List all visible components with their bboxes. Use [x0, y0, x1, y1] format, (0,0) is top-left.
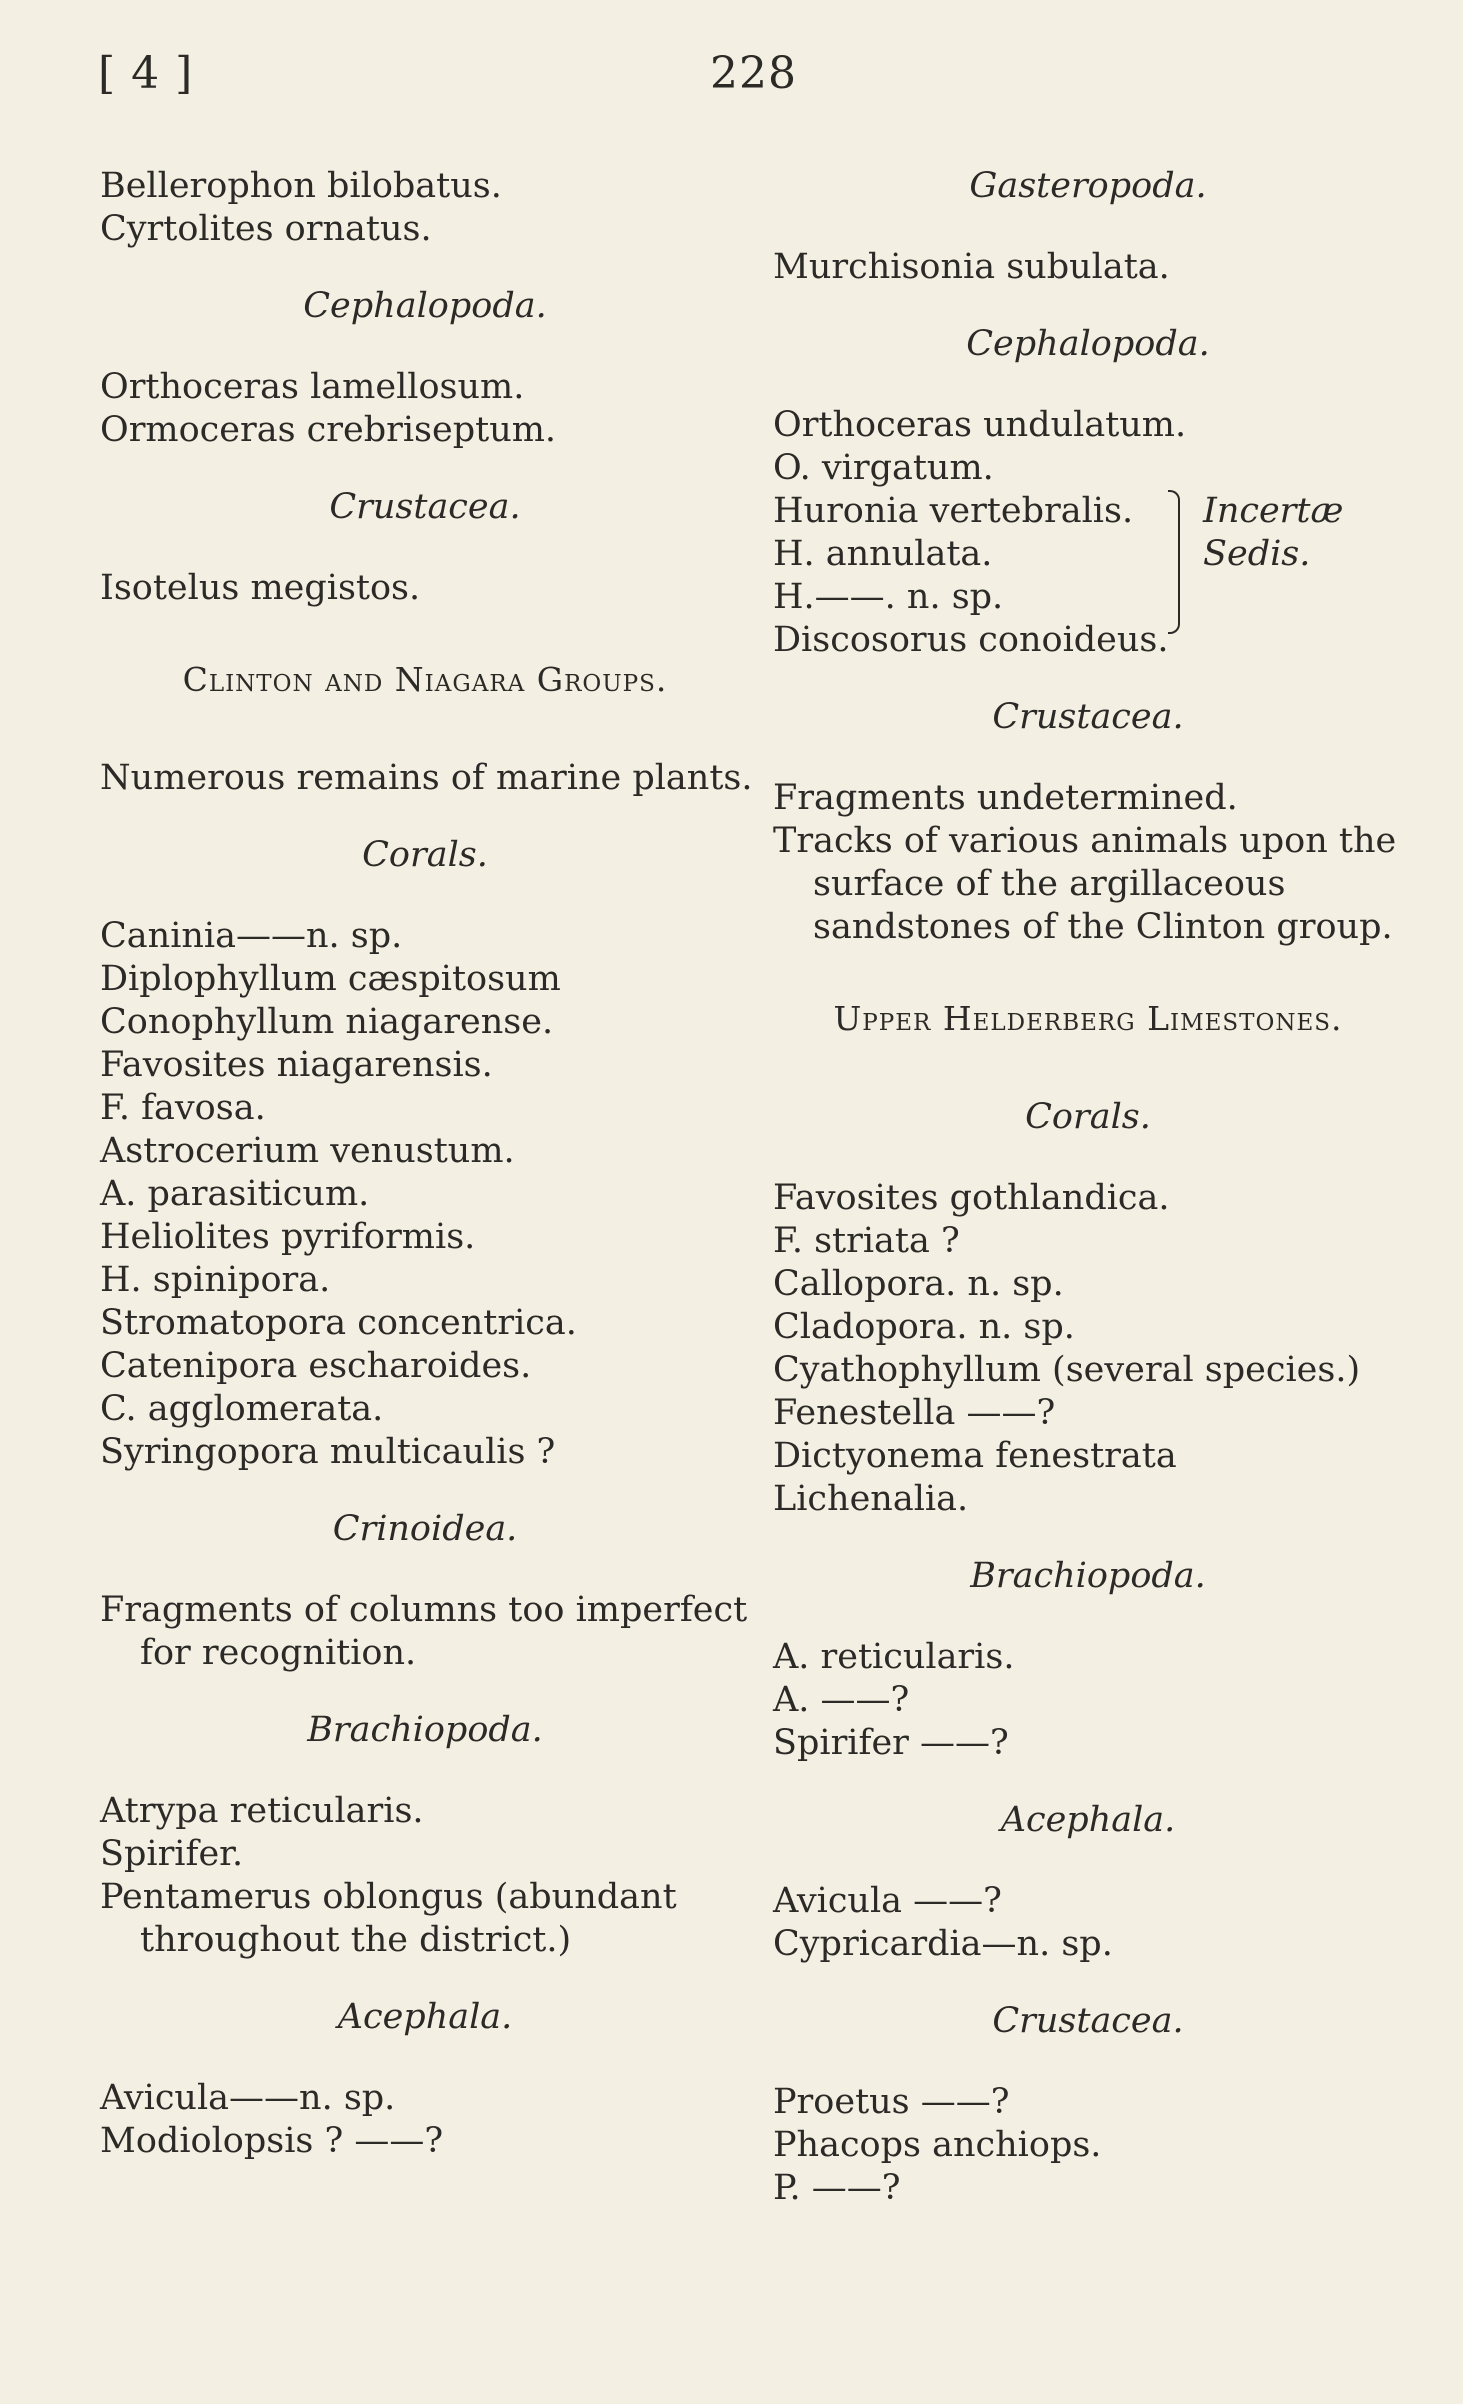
text-line: Fragments undetermined.: [773, 778, 1238, 818]
section-heading: Corals.: [1025, 1097, 1151, 1137]
species-line: Caninia——n. sp.: [100, 916, 403, 956]
species-line: Murchisonia subulata.: [773, 247, 1170, 287]
species-line: F. favosa.: [100, 1088, 266, 1128]
species-line: Syringopora multicaulis ?: [100, 1432, 556, 1472]
species-line: Orthoceras undulatum.: [773, 405, 1187, 445]
section-heading: Gasteropoda.: [969, 166, 1207, 206]
section-heading: Crustacea.: [992, 2001, 1184, 2041]
section-heading: Cephalopoda.: [303, 286, 547, 326]
species-line: Bellerophon bilobatus.: [100, 166, 502, 206]
species-line: Phacops anchiops.: [773, 2125, 1102, 2165]
species-line: P. ——?: [773, 2168, 901, 2208]
section-heading: Crustacea.: [992, 697, 1184, 737]
species-line: Astrocerium venustum.: [100, 1131, 515, 1171]
species-line: F. striata ?: [773, 1221, 960, 1261]
section-heading: Brachiopoda.: [970, 1556, 1206, 1596]
right-column: [773, 165, 1403, 2210]
species-line: Callopora. n. sp.: [773, 1264, 1064, 1304]
left-column: [100, 165, 753, 2163]
section-heading: Cephalopoda.: [966, 324, 1210, 364]
species-line: Cladopora. n. sp.: [773, 1307, 1075, 1347]
species-line: Diplophyllum cæspitosum: [100, 959, 561, 999]
page-number: 228: [710, 48, 797, 99]
text-line: Numerous remains of marine plants.: [100, 758, 753, 798]
species-line: Atrypa reticularis.: [100, 1791, 424, 1831]
section-heading: Acephala.: [1000, 1800, 1176, 1840]
incertae-sedis-label: [1203, 490, 1343, 576]
species-line: Orthoceras lamellosum.: [100, 367, 525, 407]
species-line: Fenestella ——?: [773, 1393, 1056, 1433]
species-line: H. spinipora.: [100, 1260, 331, 1300]
species-line: Ormoceras crebriseptum.: [100, 410, 557, 450]
group-heading: Clinton and Niagara Groups.: [182, 660, 668, 699]
incertae-word: Incertæ: [1203, 491, 1344, 531]
section-heading: Acephala.: [337, 1997, 513, 2037]
cephalopoda-list: [773, 404, 1403, 662]
page-reference: [ 4 ]: [98, 48, 194, 99]
sedis-word: Sedis.: [1203, 534, 1311, 574]
section-heading: Corals.: [362, 835, 488, 875]
species-line: Cypricardia—n. sp.: [773, 1924, 1113, 1964]
text-paragraph: Tracks of various animals upon the surface of the argillaceous sandstones of the Clinton group.: [773, 821, 1397, 947]
section-heading: Crinoidea.: [332, 1509, 518, 1549]
text-paragraph: Pentamerus oblongus (abundant throughout the district.): [100, 1877, 677, 1960]
species-line: Isotelus megistos.: [100, 568, 421, 608]
incertae-brace: [1168, 490, 1180, 634]
species-line: Huronia vertebralis.: [773, 491, 1134, 531]
species-line: Heliolites pyriformis.: [100, 1217, 476, 1257]
species-line: Spirifer ——?: [773, 1723, 1009, 1763]
species-line: Cyrtolites ornatus.: [100, 209, 432, 249]
species-line: C. agglomerata.: [100, 1389, 384, 1429]
species-line: Discosorus conoideus.: [773, 620, 1169, 660]
species-line: Dictyonema fenestrata: [773, 1436, 1177, 1476]
species-line: Proetus ——?: [773, 2082, 1010, 2122]
species-line: H.——. n. sp.: [773, 577, 1004, 617]
species-line: Avicula——n. sp.: [100, 2078, 396, 2118]
species-line: Cyathophyllum (several species.): [773, 1350, 1361, 1390]
species-line: H. annulata.: [773, 534, 993, 574]
group-heading: Upper Helderberg Limestones.: [833, 999, 1343, 1038]
species-line: Avicula ——?: [773, 1881, 1002, 1921]
species-line: A. parasiticum.: [100, 1174, 370, 1214]
species-line: Catenipora escharoides.: [100, 1346, 532, 1386]
species-line: O. virgatum.: [773, 448, 994, 488]
species-line: Lichenalia.: [773, 1479, 969, 1519]
section-heading: Crustacea.: [329, 487, 521, 527]
species-line: A. reticularis.: [773, 1637, 1015, 1677]
species-line: Modiolopsis ? ——?: [100, 2121, 444, 2161]
section-heading: Brachiopoda.: [307, 1710, 543, 1750]
species-line: A. ——?: [773, 1680, 910, 1720]
text-paragraph: Fragments of columns too imperfect for recognition.: [100, 1590, 748, 1673]
species-line: Favosites gothlandica.: [773, 1178, 1170, 1218]
species-line: Favosites niagarensis.: [100, 1045, 493, 1085]
species-line: Stromatopora concentrica.: [100, 1303, 577, 1343]
species-line: Spirifer.: [100, 1834, 244, 1874]
species-line: Conophyllum niagarense.: [100, 1002, 554, 1042]
